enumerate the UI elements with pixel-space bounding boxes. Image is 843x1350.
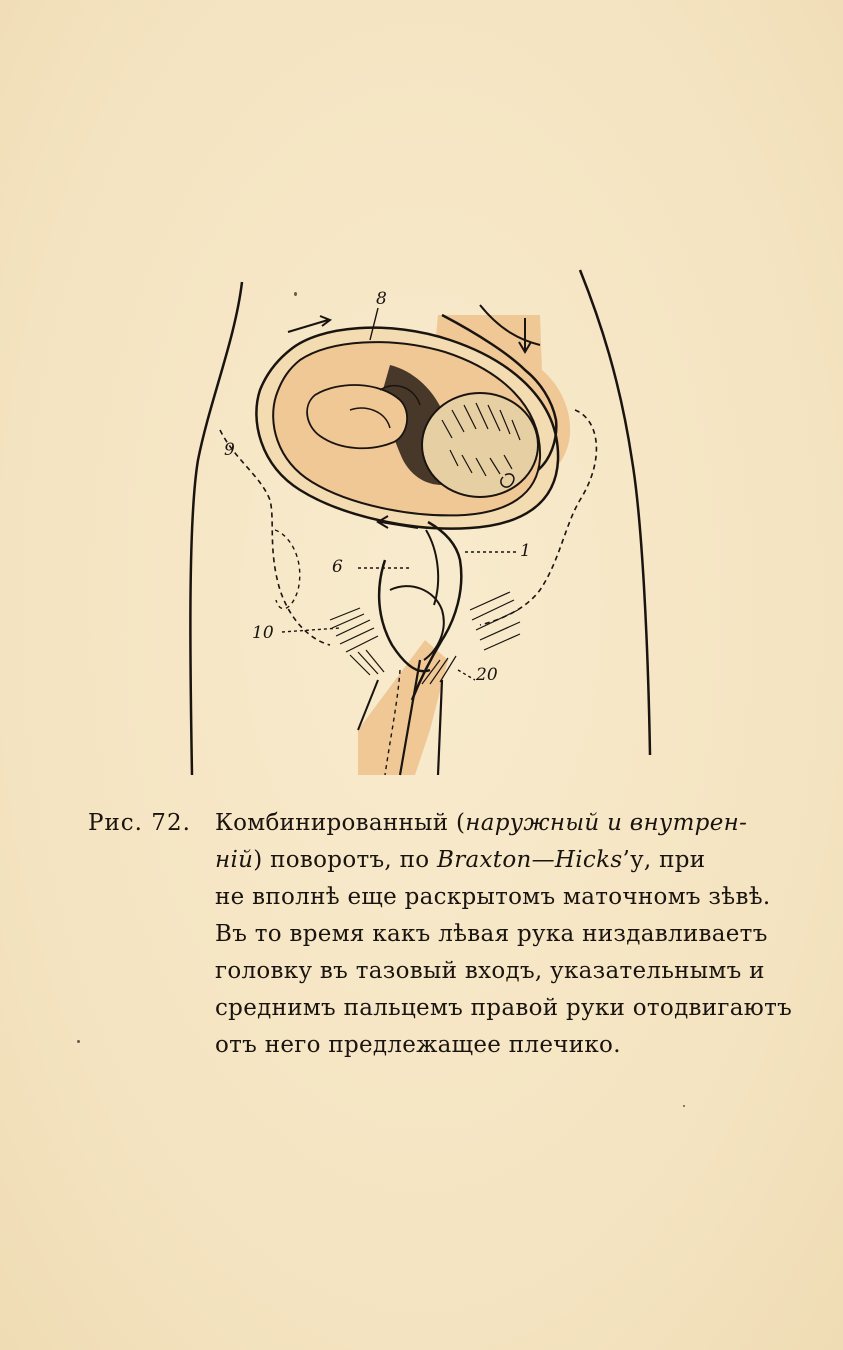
- label-6: 6: [332, 557, 343, 577]
- label-20: 20: [476, 665, 498, 685]
- caption-line-2: [88, 842, 768, 879]
- caption-line-6: среднимъ пальцемъ правой руки отодвигаютъ: [215, 995, 793, 1021]
- caption-line-7: отъ него предлежащее плечико.: [215, 1032, 621, 1058]
- caption-line-5: головку въ тазовый входъ, указательнымъ и: [215, 958, 765, 984]
- caption-text: ’у, при: [622, 847, 706, 873]
- paper-speck: [683, 1105, 685, 1107]
- caption-line-4: Въ то время какъ лѣвая рука низдавливаетъ: [215, 921, 768, 947]
- figure-number: Рис. 72.: [88, 810, 191, 836]
- label-9: 9: [224, 440, 235, 460]
- caption-italic-text: ній: [215, 847, 254, 873]
- label-8: 8: [376, 289, 387, 309]
- anatomical-illustration: [180, 260, 660, 790]
- caption-text: ) поворотъ, по: [253, 847, 438, 873]
- caption-text: Комбинированный (: [215, 810, 466, 836]
- illustration-svg: [180, 260, 660, 790]
- label-10: 10: [252, 623, 274, 643]
- caption-line-1: [88, 805, 768, 842]
- caption-author-name: Braxton—Hicks: [437, 847, 623, 873]
- caption-line-3: не вполнѣ еще раскрытомъ маточномъ зѣвѣ.: [215, 884, 771, 910]
- caption-italic-text: наружный и внутрен-: [465, 810, 748, 836]
- paper-speck: [77, 1040, 80, 1043]
- paper-speck: [294, 292, 297, 296]
- label-1: 1: [520, 541, 531, 561]
- figure-caption: [88, 805, 793, 1064]
